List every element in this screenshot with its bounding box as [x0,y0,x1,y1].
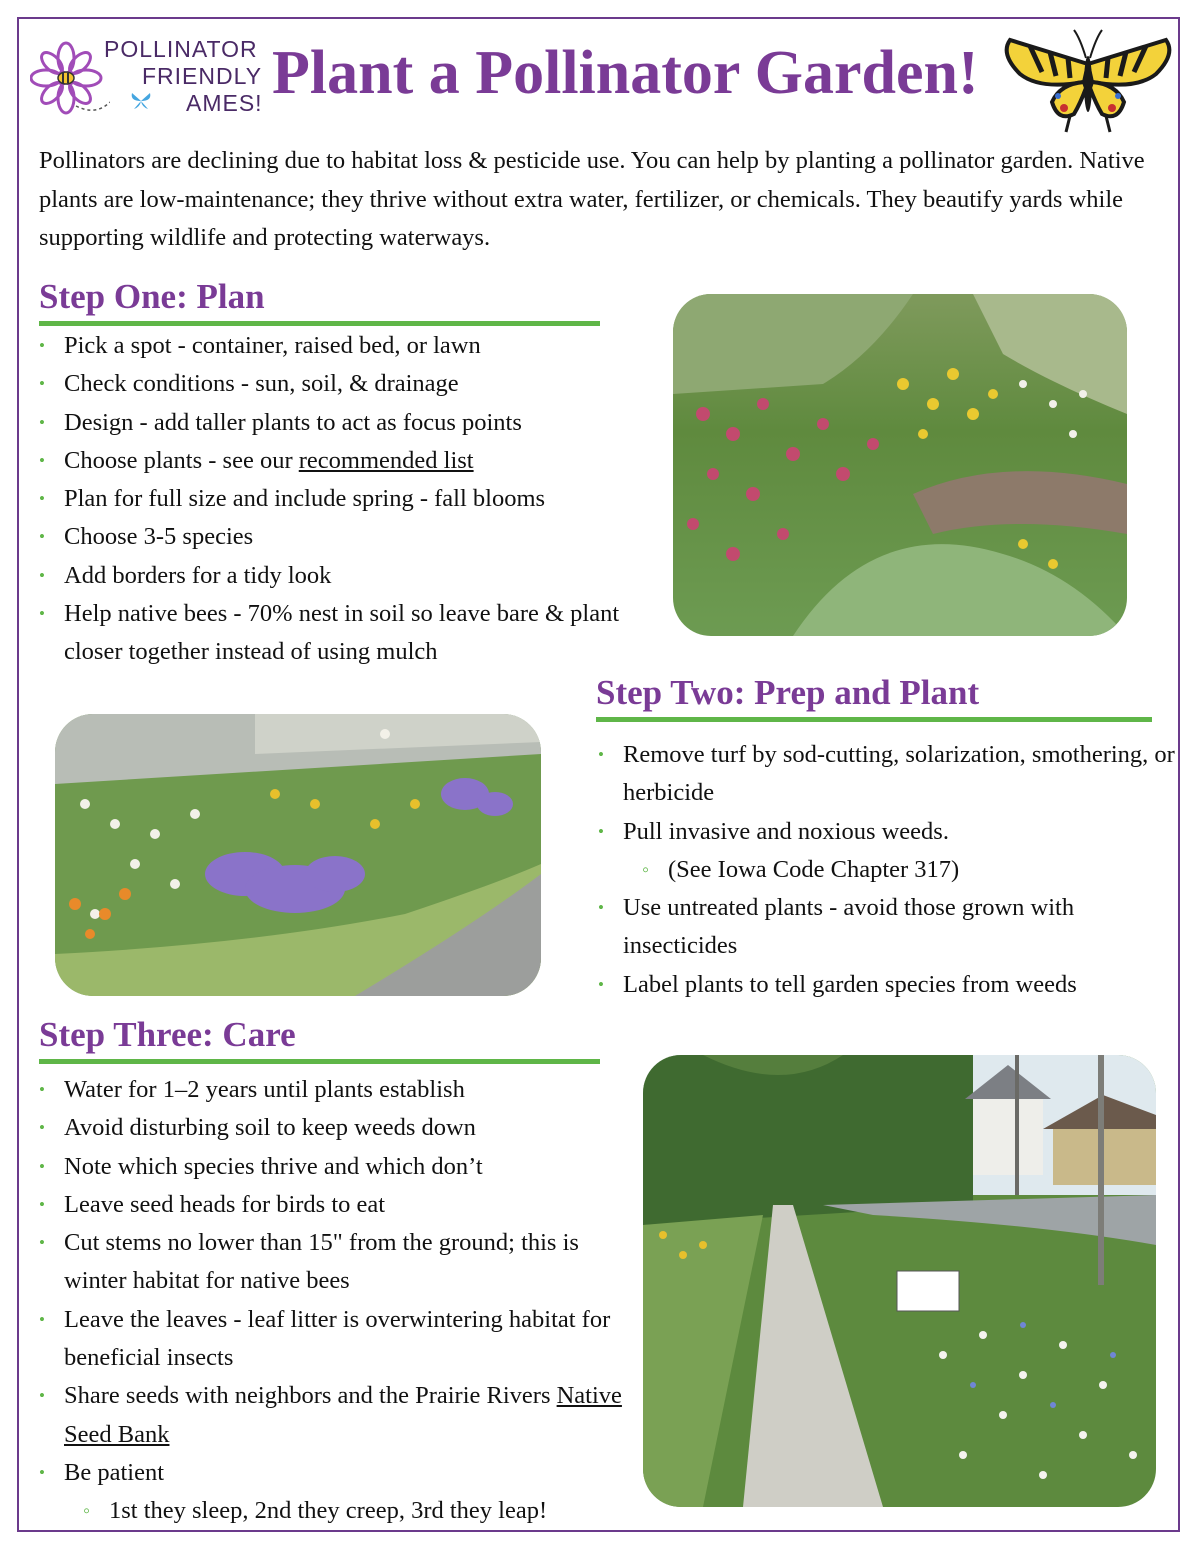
sidewalk-prairie-photo [643,1055,1156,1507]
list-item: • Remove turf by sod-cutting, solarization, smothering, or herbicide [598,736,1178,813]
list-item: • Leave the leaves - leaf litter is overwintering habitat for beneficial insects [39,1301,629,1378]
native-seed-bank-link[interactable]: Native Seed Bank [64,1382,622,1448]
step-three-title: Step Three: Care [39,1015,296,1054]
lavender-border-photo [55,714,541,996]
step-two-list [598,736,1178,1004]
list-item: • Choose 3-5 species [39,518,659,556]
list-item: • Avoid disturbing soil to keep weeds down [39,1109,629,1147]
share-seeds-text: Share seeds with neighbors and the Prairie Rivers [64,1382,557,1410]
step-one-title: Step One: Plan [39,277,265,316]
list-item: • Water for 1–2 years until plants establish [39,1071,629,1109]
list-sub-item: ◦ 1st they sleep, 2nd they creep, 3rd they leap! [39,1492,629,1530]
step-three-list [39,1071,629,1531]
logo-line-1: POLLINATOR [104,36,258,62]
step-one-list [39,327,659,672]
list-item: • Use untreated plants - avoid those grown with insecticides [598,889,1178,966]
list-item: • Pull invasive and noxious weeds. [598,813,1178,851]
pollinator-friendly-ames-logo [30,36,263,120]
list-item: • Plan for full size and include spring - fall blooms [39,480,659,518]
choose-plants-text: Choose plants - see our [64,446,299,474]
list-item: • Leave seed heads for birds to eat [39,1186,629,1224]
list-sub-item: ◦ (See Iowa Code Chapter 317) [598,851,1178,889]
list-item: • Cut stems no lower than 15" from the ground; this is winter habitat for native bees [39,1224,629,1301]
step-two-rule [596,717,1152,722]
logo-line-3: AMES! [186,90,263,116]
recommended-list-link[interactable]: recommended list [298,446,474,474]
list-item: • Help native bees - 70% nest in soil so leave bare & plant closer together instead of using mulch [39,595,659,672]
list-item: • Note which species thrive and which don’t [39,1148,629,1186]
list-item: • Design - add taller plants to act as focus points [39,404,659,442]
list-item: • Be patient [39,1454,629,1492]
flower-bee-icon [30,36,110,120]
list-item [39,442,659,480]
list-item: • Check conditions - sun, soil, & drainage [39,365,659,403]
list-item [39,1377,629,1454]
swallowtail-butterfly-icon [1000,24,1176,136]
logo-line-2: FRIENDLY [142,63,263,89]
page-title: Plant a Pollinator Garden! [272,39,979,107]
step-one-rule [39,321,600,326]
list-item: • Pick a spot - container, raised bed, or lawn [39,327,659,365]
list-item: • Add borders for a tidy look [39,557,659,595]
intro-paragraph: Pollinators are declining due to habitat loss & pesticide use. You can help by planting a pollinator garden. Native plants are low-maintenance; they thrive without extra water, fertilizer, or chemicals. They beautify yards while supporting wildlife and protecting waterways. [39,147,1145,251]
step-two-title: Step Two: Prep and Plant [596,673,980,712]
step-three-rule [39,1059,600,1064]
coneflower-garden-photo [673,294,1127,636]
list-item: • Label plants to tell garden species from weeds [598,966,1178,1004]
